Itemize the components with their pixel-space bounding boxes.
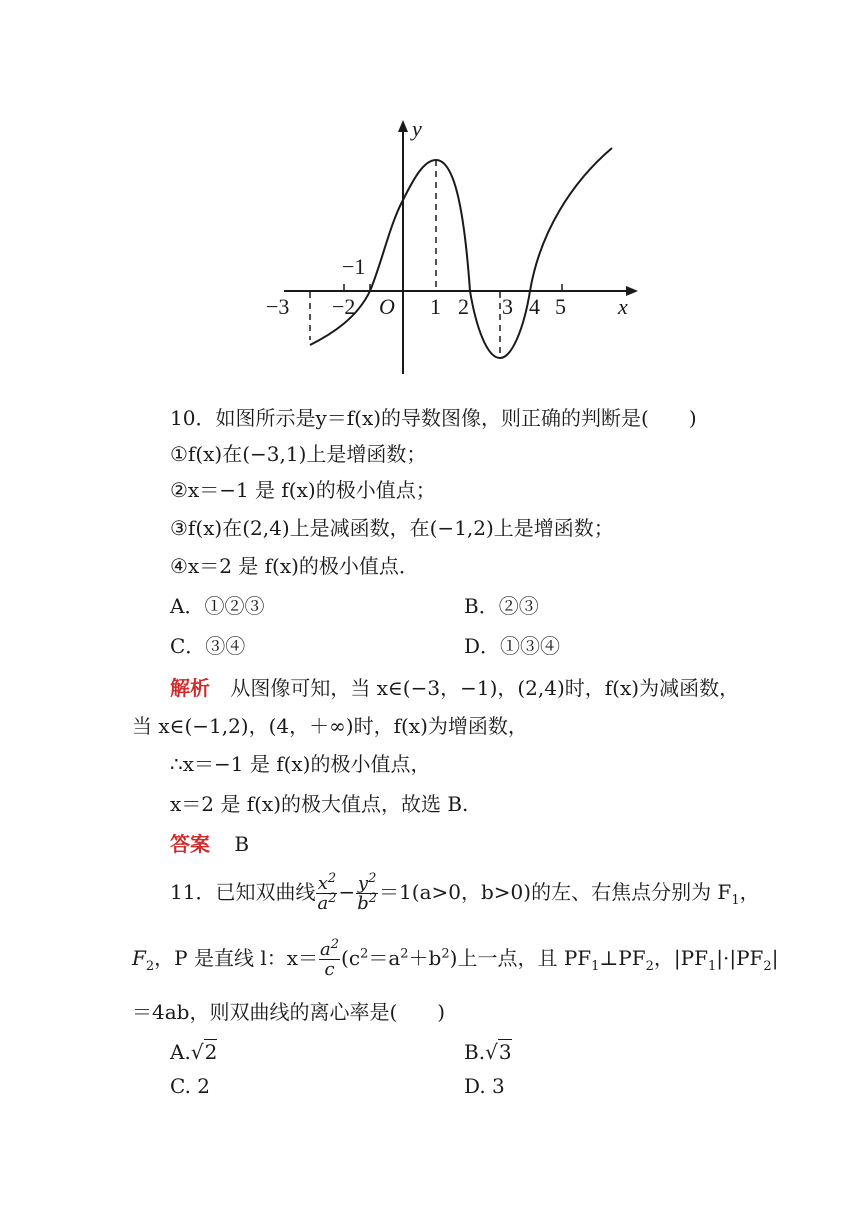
tick-label-5: 5 (555, 294, 566, 319)
tick-label-4: 4 (529, 294, 540, 319)
q10-option-a[interactable]: A．①②③ (170, 594, 265, 618)
q10-item-1: ①f(x)在(−3,1)上是增函数； (170, 442, 427, 466)
analysis-text-1: 从图像可知，当 x∈(−3，−1)，(2,4)时，f(x)为减函数， (230, 676, 740, 700)
fraction-a2-c: $\frac{a^2}{c}$ (320, 936, 340, 980)
q11-option-a[interactable]: A.√2 (170, 1040, 218, 1064)
x-axis-label: x (618, 294, 628, 319)
fraction-x2-a2: $\frac{x^2}{a^2}$ (317, 870, 337, 914)
q10-option-c[interactable]: C．③④ (170, 634, 246, 658)
tick-label-minus3: −3 (266, 294, 290, 319)
q10-analysis-line-2: 当 x∈(−1,2)，(4，＋∞)时，f(x)为增函数， (132, 714, 528, 738)
q10-item-3: ③f(x)在(2,4)上是减函数，在(−1,2)上是增函数； (170, 516, 614, 540)
q11-option-d[interactable]: D. 3 (464, 1074, 505, 1098)
q11-number: 11．已知双曲线 (170, 880, 316, 904)
x-axis-arrow (626, 286, 638, 296)
answer-value: B (234, 832, 250, 856)
q10-analysis-line-3: ∴x＝−1 是 f(x)的极小值点， (170, 752, 431, 776)
q10-stem: 10．如图所示是y＝f(x)的导数图像，则正确的判断是( ) (170, 406, 697, 430)
q10-item-2: ②x＝−1 是 f(x)的极小值点； (170, 478, 436, 502)
q11-line-1: 11．已知双曲线 $\frac{x^2}{a^2}$ − $\frac{y^2}{b^2}$ ＝1(a>0，b>0)的左、右焦点分别为 $F_1$， (170, 870, 760, 914)
sqrt-symbol: √2 (190, 1040, 218, 1064)
analysis-tag: 解析 (170, 676, 210, 700)
tick-label-3: 3 (502, 294, 513, 319)
sqrt-symbol: √3 (485, 1040, 512, 1064)
q10-item-4: ④x＝2 是 f(x)的极小值点． (170, 554, 419, 578)
q11-option-c[interactable]: C. 2 (170, 1074, 211, 1098)
q11-line-1-tail: ＝1(a>0，b>0)的左、右焦点分别为 F (379, 880, 732, 904)
y-axis-label: y (412, 116, 422, 141)
y-axis-arrow (398, 120, 408, 132)
q11-option-b[interactable]: B.√3 (464, 1040, 512, 1064)
q10-analysis-line-1 (170, 674, 739, 702)
marked-label-minus1: −1 (342, 254, 366, 279)
q10-option-d[interactable]: D．①③④ (464, 634, 561, 658)
q10-answer-line (170, 830, 249, 858)
q11-line-3: ＝4ab，则双曲线的离心率是( ) (132, 1000, 446, 1024)
derivative-graph (262, 112, 662, 382)
q10-option-b[interactable]: B．②③ (464, 594, 539, 618)
tick-label-2: 2 (458, 294, 469, 319)
origin-label: O (379, 294, 395, 319)
q11-line-2: $F_2$，P 是直线 l：x＝ $\frac{a^2}{c}$ $(c^2=a^2+b^2)$上一点，且 $PF_1\perp PF_2$，$|PF_1|\cdot|PF_2|$ (132, 936, 779, 980)
tick-label-1: 1 (430, 294, 441, 319)
tick-label-minus2: −2 (332, 294, 356, 319)
derivative-curve (310, 148, 612, 358)
fraction-y2-b2: $\frac{y^2}{b^2}$ (357, 870, 378, 914)
answer-tag: 答案 (170, 832, 210, 856)
q10-analysis-line-4: x＝2 是 f(x)的极大值点，故选 B. (170, 792, 469, 816)
